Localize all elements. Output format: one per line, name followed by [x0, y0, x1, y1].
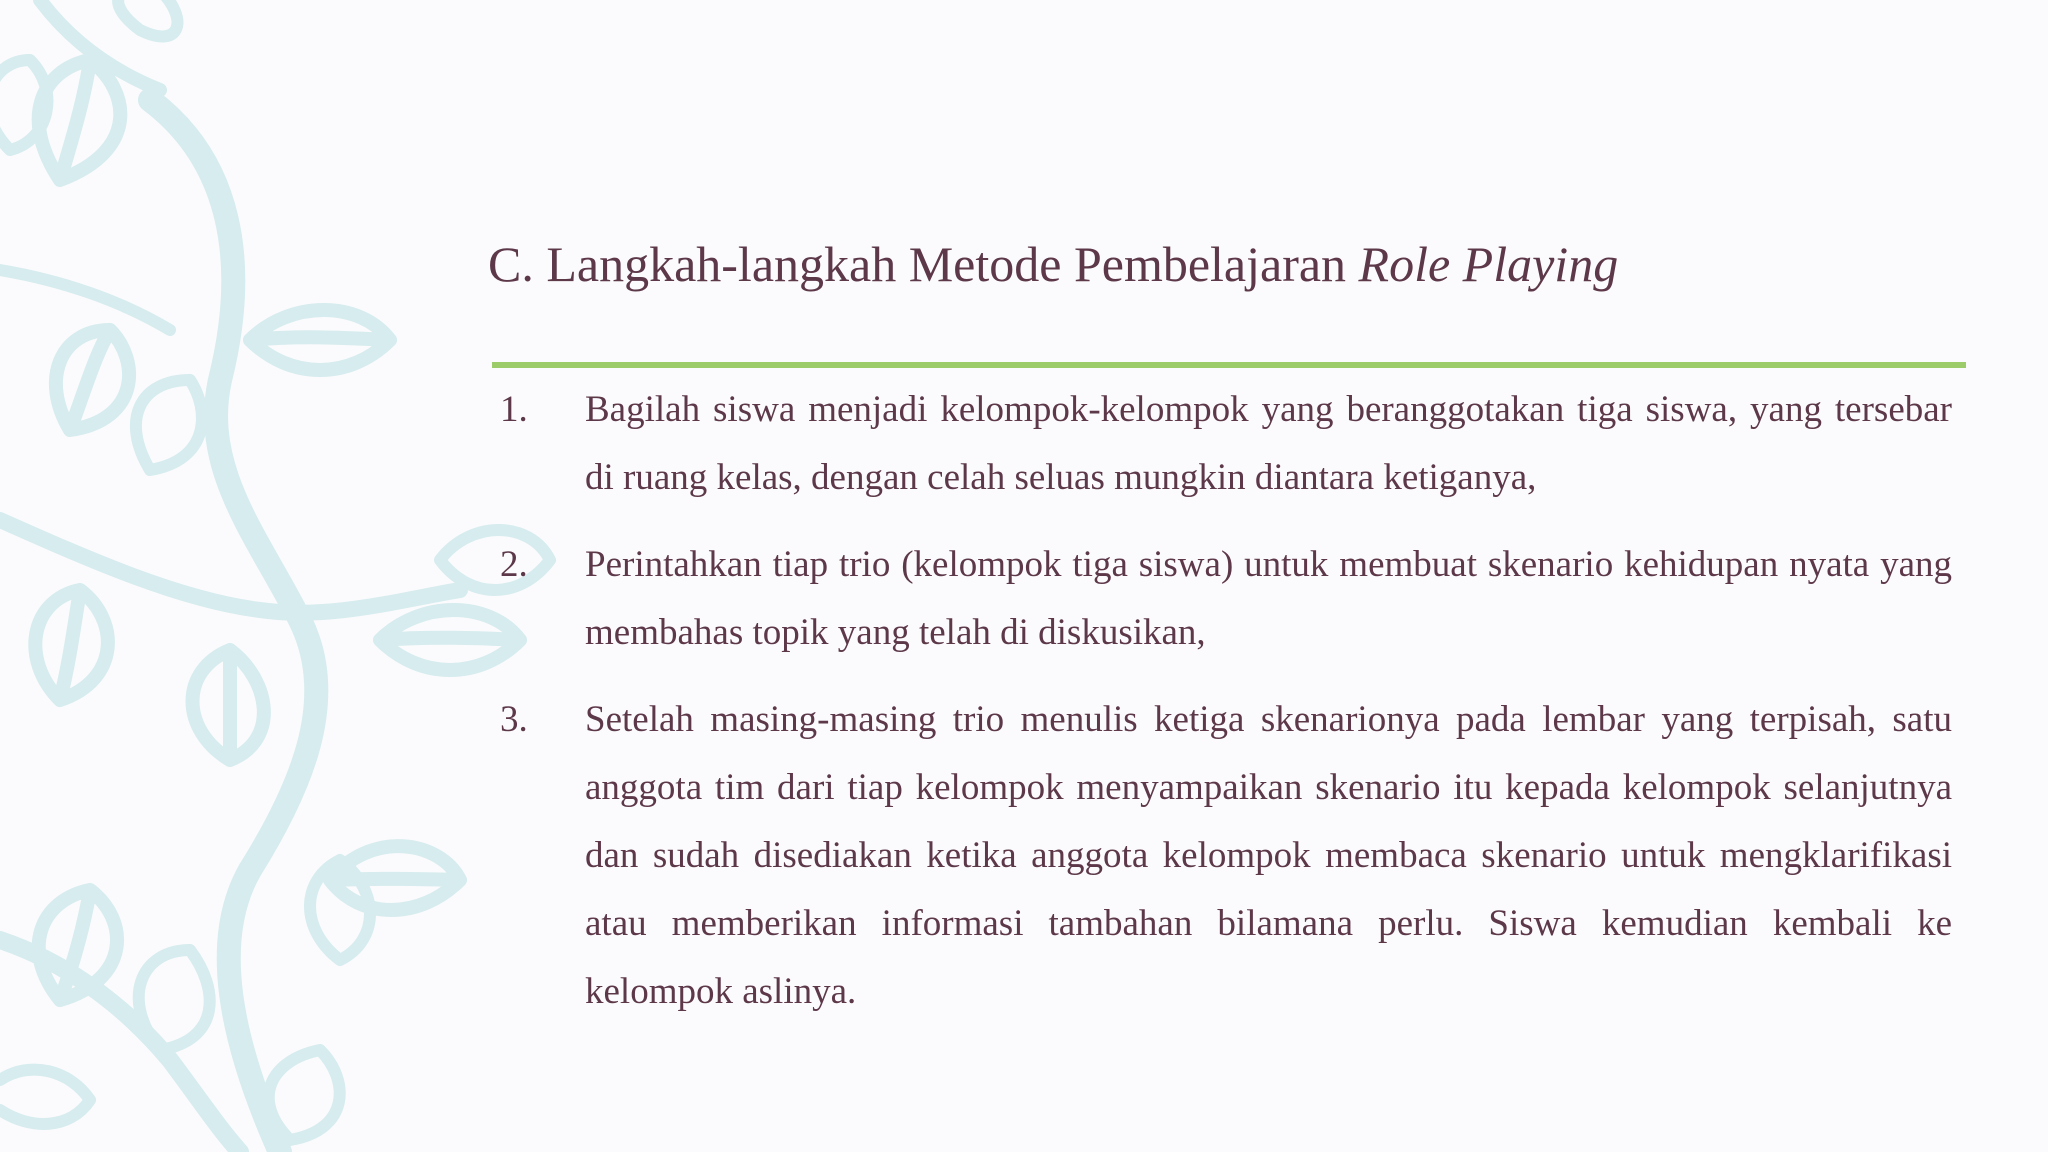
- step-text: Bagilah siswa menjadi kelompok-kelompok yang beranggotakan tiga siswa, yang tersebar di ruang kelas, dengan celah seluas mungkin diantara ketiganya,: [585, 389, 1952, 498]
- steps-list: [500, 376, 1952, 1045]
- slide-title: [488, 232, 1618, 296]
- step-text: Setelah masing-masing trio menulis ketiga skenarionya pada lembar yang terpisah, satu anggota tim dari tiap kelompok menyampaikan skenario itu kepada kelompok selanjutnya dan sudah disediakan ketika anggota kelompok membaca skenario untuk mengklarifikasi atau memberikan informasi tambahan bilamana perlu. Siswa kemudian kembali ke kelompok aslinya.: [585, 699, 1952, 1012]
- step-text: Perintahkan tiap trio (kelompok tiga siswa) untuk membuat skenario kehidupan nyata yang membahas topik yang telah di diskusikan,: [585, 544, 1952, 653]
- title-emphasis-text: Role Playing: [1358, 236, 1619, 292]
- step-number: 3.: [500, 699, 528, 740]
- title-divider: [492, 362, 1966, 368]
- step-number: 2.: [500, 544, 528, 585]
- list-item-step-3: [500, 686, 1952, 1026]
- list-item-step-2: [500, 531, 1952, 667]
- list-item-step-1: [500, 376, 1952, 512]
- step-number: 1.: [500, 389, 528, 430]
- title-main-text: C. Langkah-langkah Metode Pembelajaran: [488, 236, 1359, 292]
